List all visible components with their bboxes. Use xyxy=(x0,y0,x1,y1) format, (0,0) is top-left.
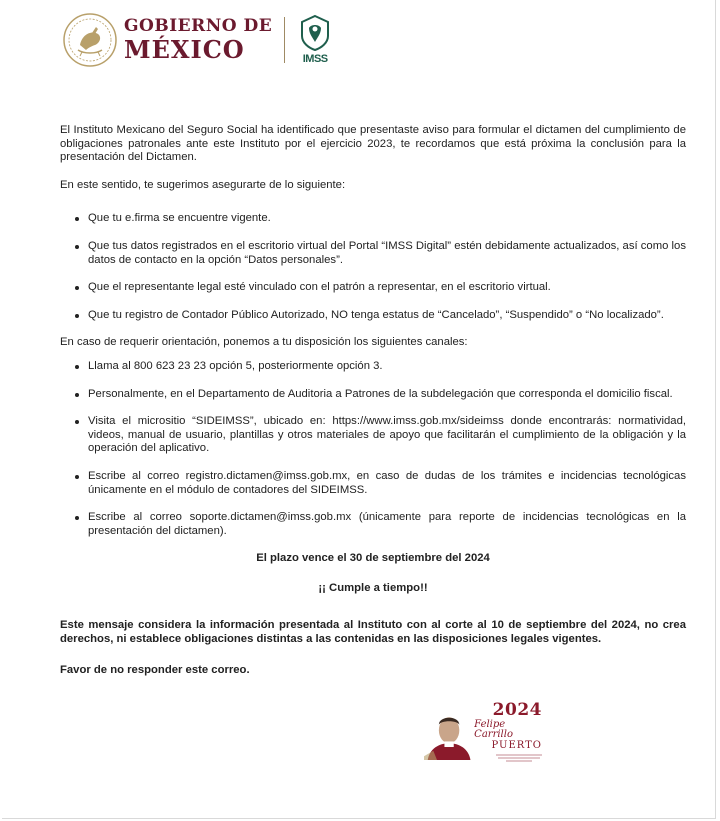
year-label: 2024 xyxy=(492,700,542,720)
email-header xyxy=(62,10,333,70)
disclaimer-paragraph: Este mensaje considera la información presentada al Instituto con al corte al 10 de septiembre del 2024, no crea derechos, ni establece obligaciones distintas a las contenidas en las disposiciones legales vigentes. xyxy=(60,619,686,646)
list-item: Escribe al correo soporte.dictamen@imss.gob.mx (únicamente para reporte de incidencias tecnológicas en la presentación del dictamen). xyxy=(60,511,686,538)
cumple-notice: ¡¡ Cumple a tiempo!! xyxy=(318,581,428,594)
portrait-icon xyxy=(424,706,474,762)
no-reply-notice: Favor de no responder este correo. xyxy=(60,663,250,676)
imss-emblem-icon xyxy=(299,14,331,52)
national-seal-icon xyxy=(62,12,118,68)
channels-list xyxy=(60,360,686,538)
name-label: Felipe Carrillo xyxy=(474,719,513,740)
mexico-label: MÉXICO xyxy=(124,35,245,64)
gobierno-label: GOBIERNO DE xyxy=(124,16,273,36)
felipe-carrillo-puerto-logo xyxy=(424,700,542,762)
list-item: Visita el micrositio “SIDEIMSS”, ubicado en: https://www.imss.gob.mx/sideimss donde encontrarás: normatividad, videos, manual de usuario, plantillas y otros materiales de apoyo que facilitarán el cumplimiento de la obligación y la operación del aplicativo. xyxy=(60,415,686,456)
channels-intro: En caso de requerir orientación, ponemos a tu disposición los siguientes canales: xyxy=(60,336,468,349)
intro-paragraph: El Instituto Mexicano del Seguro Social ha identificado que presentaste aviso para formular el dictamen del cumplimiento de obligaciones patronales ante este Instituto por el ejercicio 2023, te recordamos que está próxima la conclusión para la presentación del Dictamen. xyxy=(60,124,686,164)
list-item: Que tu registro de Contador Público Autorizado, NO tenga estatus de “Cancelado”, “Suspendido” o “No localizado”. xyxy=(60,309,686,323)
header-divider xyxy=(284,17,285,63)
list-item: Que tus datos registrados en el escritorio virtual del Portal “IMSS Digital” estén debidamente actualizados, así como los datos de contacto en la opción “Datos personales”. xyxy=(60,240,686,267)
fine-print-lines xyxy=(496,754,542,762)
list-item: Que tu e.firma se encuentre vigente. xyxy=(60,212,686,226)
deadline-notice: El plazo vence el 30 de septiembre del 2024 xyxy=(256,552,490,565)
gobierno-mexico-wordmark xyxy=(124,18,272,62)
checklist xyxy=(60,212,686,322)
fcp-wordmark xyxy=(474,702,542,762)
list-item: Personalmente, en el Departamento de Auditoria a Patrones de la subdelegación que corresponda el domicilio fiscal. xyxy=(60,388,686,402)
imss-label: IMSS xyxy=(302,53,328,65)
email-body xyxy=(60,124,686,677)
list-item: Escribe al correo registro.dictamen@imss.gob.mx, en caso de dudas de los trámites e incidencias tecnológicas únicamente en el módulo de contadores del SIDEIMSS. xyxy=(60,470,686,497)
list-item: Llama al 800 623 23 23 opción 5, posteriormente opción 3. xyxy=(60,360,686,374)
city-label: PUERTO xyxy=(491,740,542,751)
imss-logo xyxy=(297,14,333,66)
lead-paragraph: En este sentido, te sugerimos asegurarte de lo siguiente: xyxy=(60,178,346,191)
list-item: Que el representante legal esté vinculado con el patrón a representar, en el escritorio virtual. xyxy=(60,281,686,295)
